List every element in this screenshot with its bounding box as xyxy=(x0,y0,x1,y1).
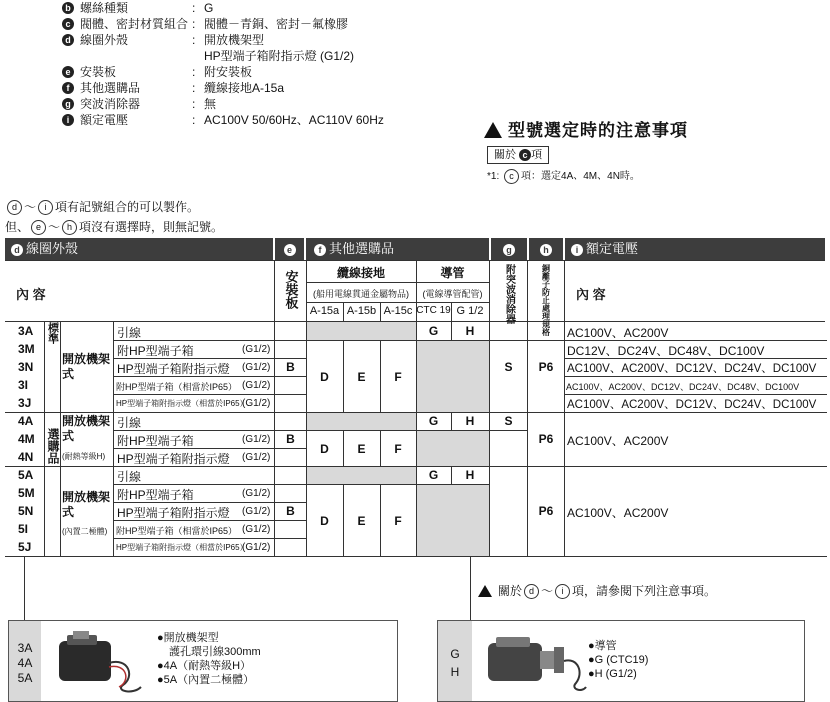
mark-p6: P6 xyxy=(538,432,554,446)
box-line: ●5A（內置二極體） xyxy=(157,674,255,686)
mark-f: F xyxy=(394,442,402,456)
row-desc: HP型端子箱附指示燈 xyxy=(117,362,230,376)
row-code: 4M xyxy=(18,432,35,446)
label-standard: 標準 xyxy=(46,322,59,344)
bottom-note: 關於 d ～ i 項，請參閱下列注意事項。 xyxy=(478,582,716,599)
header-e: e xyxy=(275,238,304,260)
mark-e: E xyxy=(357,514,366,528)
row-code: 3N xyxy=(18,360,34,374)
header-coil: d 線圈外殼 xyxy=(5,238,273,260)
mark-g: G xyxy=(428,324,439,338)
intro-line-2: 但、 e ～ h 項沒有選擇時，則無記號。 xyxy=(5,220,224,234)
label-optional: 選購品 xyxy=(46,428,60,464)
mark-f: F xyxy=(394,370,402,384)
row-desc: 引線 xyxy=(117,326,142,340)
box-line: ●開放機架型 xyxy=(157,632,219,644)
row-thread: (G1/2) xyxy=(242,524,271,535)
mark-h: H xyxy=(465,468,475,482)
mark-p6: P6 xyxy=(538,504,554,518)
col-conduit: 導管 xyxy=(440,266,465,280)
voltage-3j: AC100V、AC200V、DC12V、DC24V、DC100V xyxy=(567,399,817,411)
col-cable-ground-sub: (船用電線貫通金屬物品) xyxy=(313,289,409,299)
row-desc: 附HP型端子箱 xyxy=(117,434,194,448)
row-code: 4N xyxy=(18,450,34,464)
caution-title: 型號選定時的注意事項 xyxy=(484,116,688,141)
row-code: 4A xyxy=(18,414,34,428)
voltage-3n: AC100V、AC200V、DC12V、DC24V、DC100V xyxy=(567,363,817,375)
row-desc: 附HP型端子箱（相當於IP65） xyxy=(116,526,238,536)
row-desc: HP型端子箱附指示燈 xyxy=(117,452,230,466)
voltage-4: AC100V、AC200V xyxy=(567,434,669,448)
row-desc: HP型端子箱附指示燈 xyxy=(117,506,230,520)
label-heat-class: (耐熱等級H) xyxy=(62,452,106,461)
row-code: 3A xyxy=(18,324,34,338)
mark-g: G xyxy=(428,468,439,482)
box-code: 3A xyxy=(17,641,33,655)
row-desc: HP型端子箱附指示燈（相當於IP65） xyxy=(116,543,248,552)
row-code: 5M xyxy=(18,486,35,500)
mark-b: B xyxy=(286,432,295,446)
box-line: ●導管 xyxy=(588,640,617,652)
mark-b: B xyxy=(286,360,295,374)
warning-icon xyxy=(478,585,492,597)
intro-line-1: d ～ i 項有記號組合的可以製作。 xyxy=(5,198,199,215)
voltage-5: AC100V、AC200V xyxy=(567,506,669,520)
row-thread: (G1/2) xyxy=(242,488,271,499)
mark-f: F xyxy=(394,514,402,528)
voltage-3a: AC100V、AC200V xyxy=(567,326,669,340)
mark-e: E xyxy=(357,442,366,456)
row-thread: (G1/2) xyxy=(242,362,271,373)
col-g12: G 1/2 xyxy=(456,305,484,317)
about-box: 關於 c 項 xyxy=(487,146,549,164)
col-mounting-plate: 安裝板 xyxy=(283,270,299,309)
row-thread: (G1/2) xyxy=(242,452,271,463)
row-thread: (G1/2) xyxy=(242,434,271,445)
row-desc: 引線 xyxy=(117,470,142,484)
col-ctc19: CTC 19 xyxy=(416,305,451,316)
header-voltage: i 額定電壓 xyxy=(565,238,825,260)
box-line: ●4A（耐熱等級H） xyxy=(157,660,252,672)
col-a15a: A-15a xyxy=(309,305,340,317)
row-code: 3M xyxy=(18,342,35,356)
col-a15b: A-15b xyxy=(346,305,377,317)
row-code: 5I xyxy=(18,522,29,536)
warning-icon xyxy=(484,122,502,138)
col-cable-ground: 纜線接地 xyxy=(336,266,385,280)
box-line: ●H (G1/2) xyxy=(588,668,637,680)
row-code: 3J xyxy=(18,396,32,410)
product-box-conduit xyxy=(437,620,805,702)
box-line: 護孔環引線300mm xyxy=(169,646,261,658)
row-desc: HP型端子箱附指示燈（相當於IP65） xyxy=(116,399,248,408)
row-code: 3I xyxy=(18,378,29,392)
mark-b: B xyxy=(286,504,295,518)
col-content-voltage: 內 容 xyxy=(576,287,606,302)
mark-s: S xyxy=(504,414,513,428)
coil-conduit-image xyxy=(480,627,590,697)
row-code: 5A xyxy=(18,468,34,482)
caution-note: *1: c 項：選定4A、4M、4N時。 xyxy=(487,170,640,182)
mark-d: D xyxy=(320,370,329,384)
col-a15c: A-15c xyxy=(383,305,413,317)
col-ship-std: 銅離子防止處理規格 xyxy=(541,264,551,336)
voltage-3i: AC100V、AC200V、DC12V、DC24V、DC48V、DC100V xyxy=(566,382,800,392)
mark-e: E xyxy=(357,370,366,384)
mark-s: S xyxy=(504,360,513,374)
header-options: f 其他選購品 xyxy=(306,238,489,260)
col-conduit-sub: (電線導管配管) xyxy=(422,289,483,299)
label-inner-diode: (內置二極體) xyxy=(62,527,108,536)
row-thread: (G1/2) xyxy=(242,398,271,409)
header-h: h xyxy=(529,238,563,260)
voltage-3m: DC12V、DC24V、DC48V、DC100V xyxy=(567,344,765,358)
mark-p6: P6 xyxy=(538,360,554,374)
box-line: ●G (CTC19) xyxy=(588,654,649,666)
mark-h: H xyxy=(465,324,475,338)
label-open-rack-3: 開放機架式 xyxy=(62,490,111,519)
row-desc: 引線 xyxy=(117,416,142,430)
row-thread: (G1/2) xyxy=(242,506,271,517)
col-surge: 附突波消除器 xyxy=(503,264,515,324)
label-open-rack-1: 開放機架式 xyxy=(62,352,111,381)
box-code: G xyxy=(450,647,460,661)
row-thread: (G1/2) xyxy=(242,542,271,553)
row-thread: (G1/2) xyxy=(242,344,271,355)
row-code: 5N xyxy=(18,504,34,518)
row-desc: 附HP型端子箱 xyxy=(117,488,194,502)
col-content: 內 容 xyxy=(16,287,46,302)
label-open-rack-2: 開放機架式 xyxy=(62,414,111,443)
row-thread: (G1/2) xyxy=(242,380,271,391)
box-code: 4A xyxy=(17,656,33,670)
header-g: g xyxy=(491,238,527,260)
mark-g: G xyxy=(428,414,439,428)
box-code: 5A xyxy=(17,671,33,685)
mark-d: D xyxy=(320,442,329,456)
row-code: 5J xyxy=(18,540,32,554)
mark-h: H xyxy=(465,414,475,428)
row-desc: 附HP型端子箱（相當於IP65） xyxy=(116,382,238,392)
coil-lead-wire-image xyxy=(49,627,149,697)
row-desc: 附HP型端子箱 xyxy=(117,344,194,358)
product-box-lead-wire xyxy=(8,620,398,702)
box-code: H xyxy=(450,665,460,679)
mark-d: D xyxy=(320,514,329,528)
